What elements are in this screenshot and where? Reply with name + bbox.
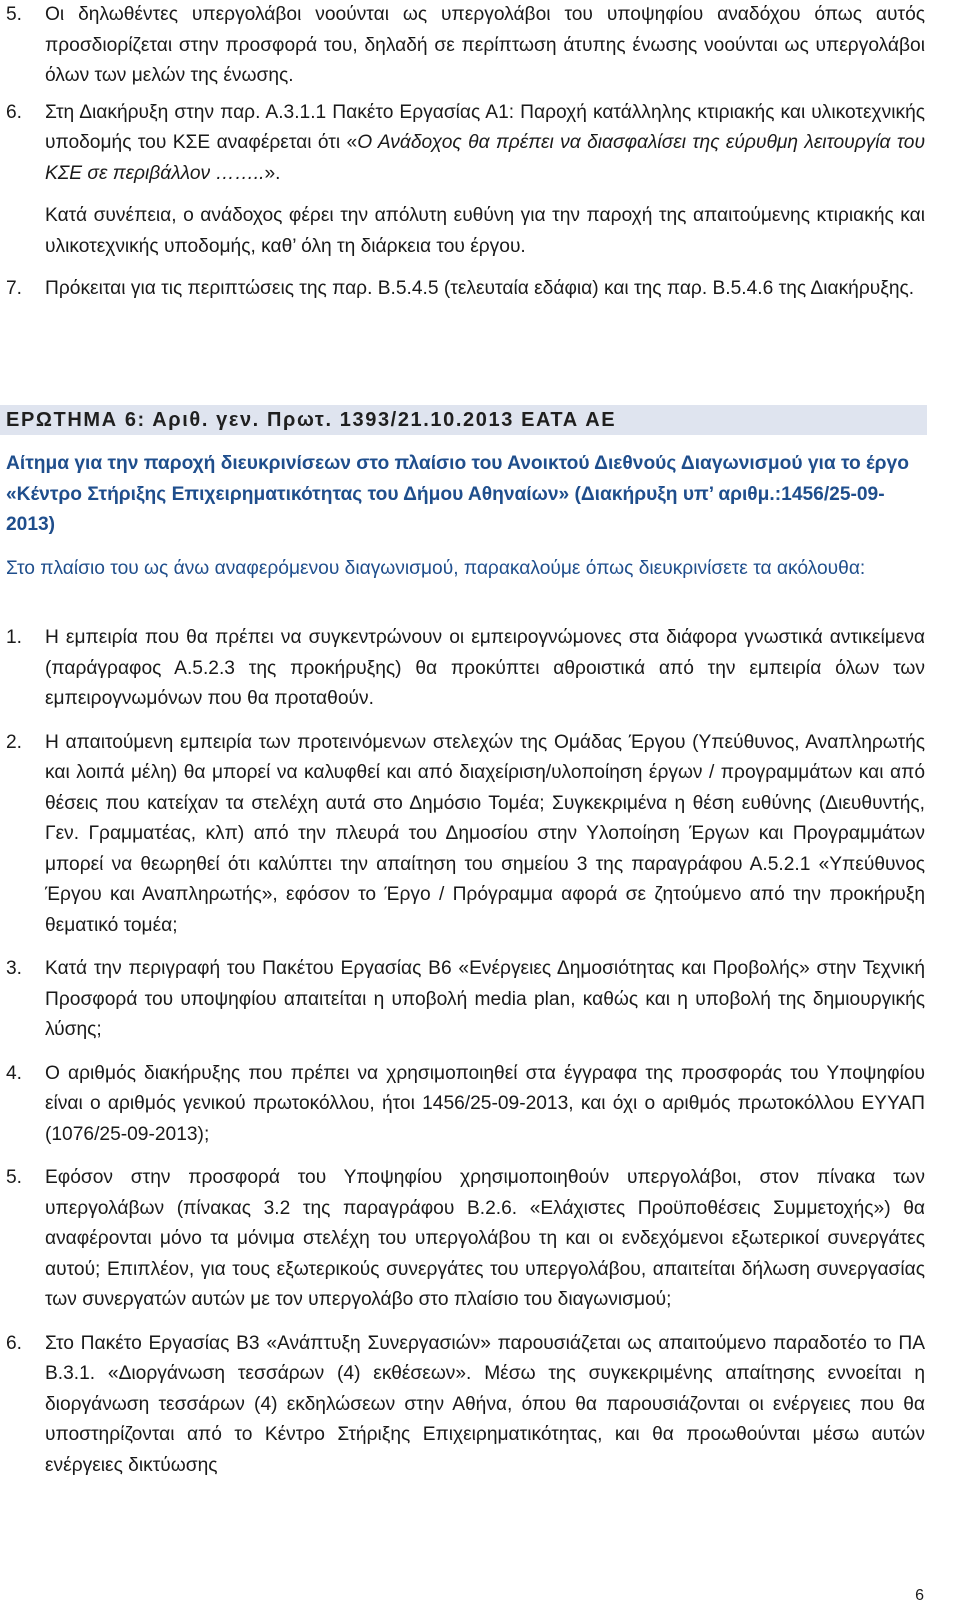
question-number: 2. bbox=[6, 731, 23, 753]
question-text: Η εμπειρία που θα πρέπει να συγκεντρώνουν οι εμπειρογνώμονες στα διάφορα γνωστικά αντικείμενα (παράγραφος Α.5.2.3 της προκήρυξης) θα προκύπτει αθροιστικά από την εμπειρία όλων των εμπειρογνωμόνων που θα προταθούν. bbox=[45, 627, 925, 709]
quote-close: ». bbox=[264, 162, 281, 184]
list-number: 6. bbox=[6, 101, 23, 123]
question-number: 5. bbox=[6, 1167, 23, 1188]
question-text: Ο αριθμός διακήρυξης που πρέπει να χρησιμοποιηθεί στα έγγραφα της προσφοράς του Υποψηφίου είναι ο αριθμός γενικού πρωτοκόλλου, ήτοι 1456/25-09-2013, και όχι ο αριθμός πρωτοκόλλου ΕΥΥΑΠ (1076/25-09-2013); bbox=[45, 1062, 925, 1145]
list-item-6-continuation: Κατά συνέπεια, ο ανάδοχος φέρει την απόλυτη ευθύνη για την παροχή της απαιτούμενης κτιριακής και υλικοτεχνικής υποδομής, καθ’ όλη τη διάρκεια του έργου. bbox=[45, 205, 925, 257]
question-item-5 bbox=[6, 1163, 925, 1316]
question-number: 4. bbox=[6, 1062, 23, 1084]
request-intro: Στο πλαίσιο του ως άνω αναφερόμενου διαγωνισμού, παρακαλούμε όπως διευκρινίσετε τα ακόλουθα: bbox=[6, 557, 866, 579]
question-text: Κατά την περιγραφή του Πακέτου Εργασίας Β6 «Ενέργειες Δημοσιότητας και Προβολής» στην Τεχνική Προσφορά του υποψηφίου απαιτείται η υποβολή media plan, καθώς και η υποβολή της δημιουργικής λύσης; bbox=[45, 958, 925, 1040]
page-number: 6 bbox=[915, 1587, 924, 1604]
list-item-6 bbox=[6, 98, 925, 190]
list-number: 7. bbox=[6, 278, 23, 299]
quoted-text: Ο Ανάδοχος θα πρέπει να διασφαλίσει της εύρυθμη λειτουργία του ΚΣΕ σε περιβάλλον …….. bbox=[45, 132, 926, 184]
top-list bbox=[6, 0, 925, 305]
questions-list bbox=[6, 623, 925, 1481]
list-text: Οι δηλωθέντες υπεργολάβοι νοούνται ως υπεργολάβοι του υποψηφίου αναδόχου όπως αυτός προσδιορίζεται στην προσφορά του, δηλαδή σε περίπτωση άτυπης ένωσης νοούνται ως υπεργολάβοι όλων των μελών της ένωσης. bbox=[45, 4, 925, 86]
list-number: 5. bbox=[6, 4, 23, 25]
question-banner-title: ΕΡΩΤΗΜΑ 6: Αριθ. γεν. Πρωτ. 1393/21.10.2013 ΕΑΤΑ ΑΕ bbox=[6, 409, 617, 431]
question-item-1 bbox=[6, 623, 925, 715]
list-item-7 bbox=[6, 274, 925, 305]
question-item-4 bbox=[6, 1059, 925, 1151]
question-number: 6. bbox=[6, 1332, 23, 1354]
question-item-2 bbox=[6, 728, 925, 942]
list-text: Στη Διακήρυξη στην παρ. Α.3.1.1 Πακέτο Εργασίας Α1: Παροχή κατάλληλης κτιριακής και υλικοτεχνικής υποδομής του ΚΣΕ αναφέρεται ότι « bbox=[45, 101, 925, 153]
question-item-3 bbox=[6, 954, 925, 1046]
question-text: Εφόσον στην προσφορά του Υποψηφίου χρησιμοποιηθούν υπεργολάβοι, στον πίνακα των υπεργολάβων (πίνακας 3.2 της παραγράφου Β.2.6. «Ελάχιστες Προϋποθέσεις Συμμετοχής») θα αναφέρονται μόνο τα μόνιμα στελέχη του υπεργολάβου τη και οι ενδεχόμενοι εξωτερικοί συνεργάτες αυτού; Επιπλέον, για τους εξωτερικούς συνεργάτες του υπεργολάβου, απαιτείται δήλωση συνεργασίας των συνεργατών αυτών με τον υπεργολάβο στο πλαίσιο του διαγωνισμού; bbox=[45, 1167, 925, 1310]
list-text: Πρόκειται για τις περιπτώσεις της παρ. Β.5.4.5 (τελευταία εδάφια) και της παρ. Β.5.4.6 της Διακήρυξης. bbox=[45, 278, 915, 299]
question-number: 1. bbox=[6, 627, 23, 648]
question-text: Στο Πακέτο Εργασίας Β3 «Ανάπτυξη Συνεργασιών» παρουσιάζεται ως απαιτούμενο παραδοτέο το ΠΑ Β.3.1. «Διοργάνωση τεσσάρων (4) εκθέσεων». Μέσω της συγκεκριμένης απαίτησης εννοείται η διοργάνωση τεσσάρων (4) εκδηλώσεων στην Αθήνα, όπου θα παρουσιάζονται οι ενέργειες που θα υποστηρίζονται από το Κέντρο Στήριξης Επιχειρηματικότητας, και θα προωθούνται μέσω αυτών ενέργειες δικτύωσης bbox=[45, 1332, 925, 1476]
list-item-5 bbox=[6, 0, 925, 92]
request-section bbox=[6, 449, 925, 584]
question-item-6 bbox=[6, 1329, 925, 1482]
question-number: 3. bbox=[6, 958, 23, 979]
request-title: Αίτημα για την παροχή διευκρινίσεων στο πλαίσιο του Ανοικτού Διεθνούς Διαγωνισμού για το έργο «Κέντρο Στήριξης Επιχειρηματικότητας του Δήμου Αθηναίων» (Διακήρυξη υπ’ αριθμ.:1456/25-09-2013) bbox=[6, 453, 909, 535]
question-text: Η απαιτούμενη εμπειρία των προτεινόμενων στελεχών της Ομάδας Έργου (Υπεύθυνος, Αναπληρωτής και λοιπά μέλη) θα μπορεί να καλυφθεί και από διαχείριση/υλοποίηση έργων / προγραμμάτων και από θέσεις που κατείχαν τα στελέχη αυτά στο Δημόσιο Τομέα; Συγκεκριμένα η θέση ευθύνης (Διευθυντής, Γεν. Γραμματέας, κλπ) από την πλευρά του Δημοσίου στην Υλοποίηση Έργων και Προγραμμάτων μπορεί να θεωρηθεί ότι καλύπτει την απαίτηση του σημείου 3 της παραγράφου Α.5.2.1 «Υπεύθυνος Έργου και Αναπληρωτής», εφόσον το Έργο / Πρόγραμμα αφορά σε ζητούμενο από την προκήρυξη θεματικό τομέα; bbox=[45, 731, 925, 936]
